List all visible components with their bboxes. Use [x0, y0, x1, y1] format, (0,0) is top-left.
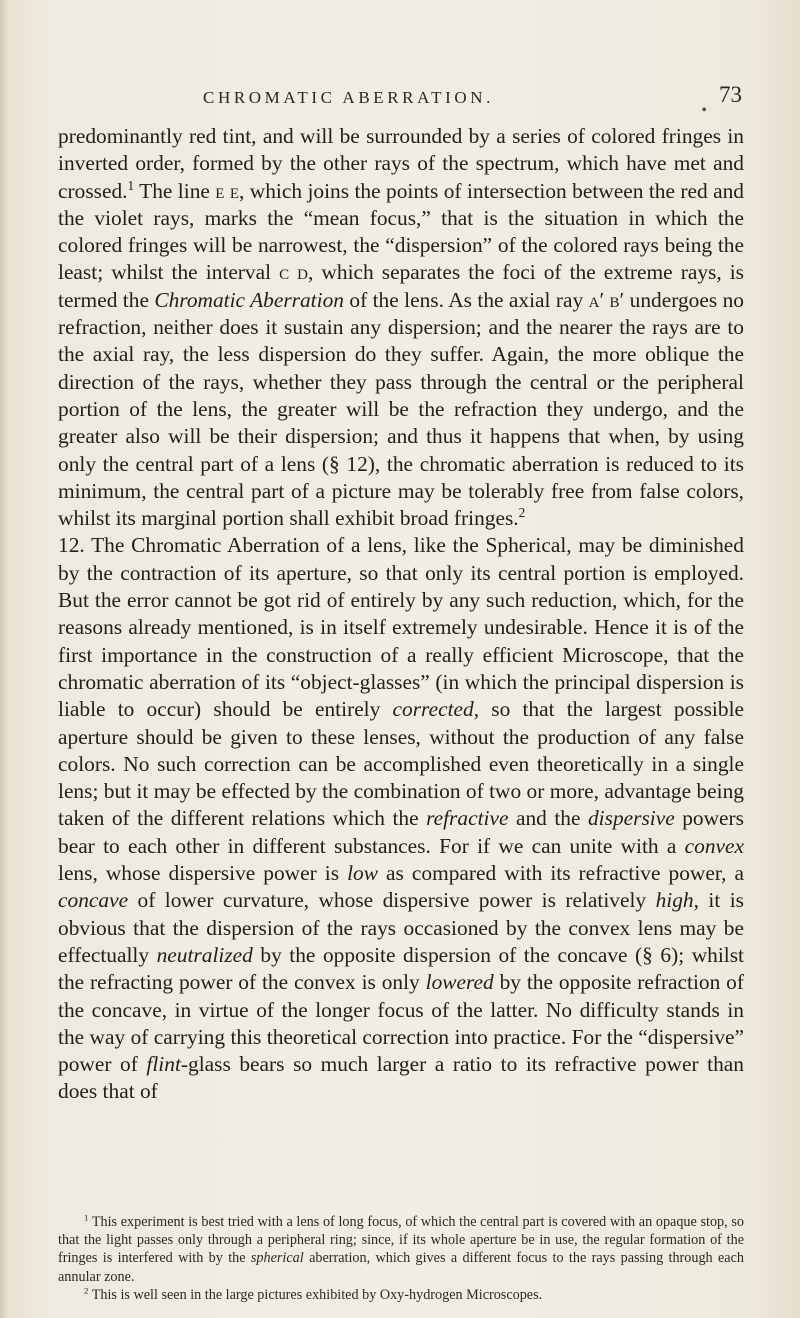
footnotes: [58, 1213, 744, 1304]
footnote-1: $^1$ This experiment is best tried with a lens of long focus, of which the central part is covered with an opaque stop, so that the light passes only through a peripheral ring; since, if its whole aperture be in use, the regular formation of the fringes is interfered with by the spherical aberration, which gives a different focus to the rays passing through each annular zone.: [58, 1212, 744, 1285]
label-c-d: c d: [279, 260, 309, 285]
printer-mark: •: [701, 102, 707, 119]
paragraph-section-12: 12. The Chromatic Aberration of a lens, like the Spherical, may be diminished by the contraction of its aperture, so that only its central portion is employed. But the error cannot be got rid of entirely by any such reduction, which, for the reasons already mentioned, is in itself extremely undesirable. Hence it is of the first importance in the construction of a really efficient Microscope, that the chromatic aberration of its “object-glasses” (in which the principal dispersion is liable to occur) should be entirely corrected, so that the largest possible aperture should be given to these lenses, without the production of any false colors. No such correction can be accomplished even theoretically in a single lens; but it may be effected by the combination of two or more, advantage being taken of the different relations which the refractive and the dispersive powers bear to each other in different substances. For if we can unite with a convex lens, whose dispersive power is low as compared with its refractive power, a concave of lower curvature, whose dispersive power is relatively high, it is obvious that the dispersion of the rays occasioned by the convex lens may be effectually neutralized by the opposite dispersion of the concave (§ 6); whilst the refracting power of the convex is only lowered by the opposite refraction of the concave, in virtue of the longer focus of the latter. No difficulty stands in the way of carrying this theoretical correction into practice. For the “dispersive” power of flint-glass bears so much larger a ratio to its refractive power than does that of: [58, 533, 745, 1104]
running-title: CHROMATIC ABERRATION.: [203, 88, 494, 107]
label-a-b: a′ b′: [588, 287, 625, 312]
page-header: [60, 82, 742, 119]
page-gutter-shadow: [0, 0, 8, 1318]
label-e-e: e e: [215, 178, 240, 203]
paragraph-continued: predominantly red tint, and will be surrounded by a series of colored fringes in inverted order, formed by the other rays of the spectrum, which have met and crossed.$^1$ The line e e, which joins the points of intersection between the red and the violet rays, marks the “mean focus,” that is the situation in which the colored fringes will be narrowest, the “dispersion” of the colored rays being the least; whilst the interval c d, which separates the foci of the extreme rays, is termed the Chromatic Aberration of the lens. As the axial ray a′ b′ undergoes no refraction, neither does it sustain any dispersion; and the nearer the rays are to the axial ray, the less dispersion do they suffer. Again, the more oblique the direction of the rays, whether they pass through the central or the peripheral portion of the lens, the greater will be the refraction they undergo, and the greater also will be their dispersion; and thus it happens that when, by using only the central part of a lens (§ 12), the chromatic aberration is reduced to its minimum, the central part of a picture may be tolerably free from false colors, whilst its marginal portion shall exhibit broad fringes.$^2$: [58, 124, 745, 531]
footnote-ref-1: 1: [127, 177, 135, 193]
page-number: 73: [719, 82, 742, 107]
term-chromatic-aberration: Chromatic Aberration: [154, 287, 344, 312]
footnote-2: $^2$ This is well seen in the large pictures exhibited by Oxy-hydrogen Microscopes.: [84, 1285, 543, 1303]
main-text: [58, 123, 744, 1106]
footnote-ref-2: 2: [518, 505, 526, 521]
